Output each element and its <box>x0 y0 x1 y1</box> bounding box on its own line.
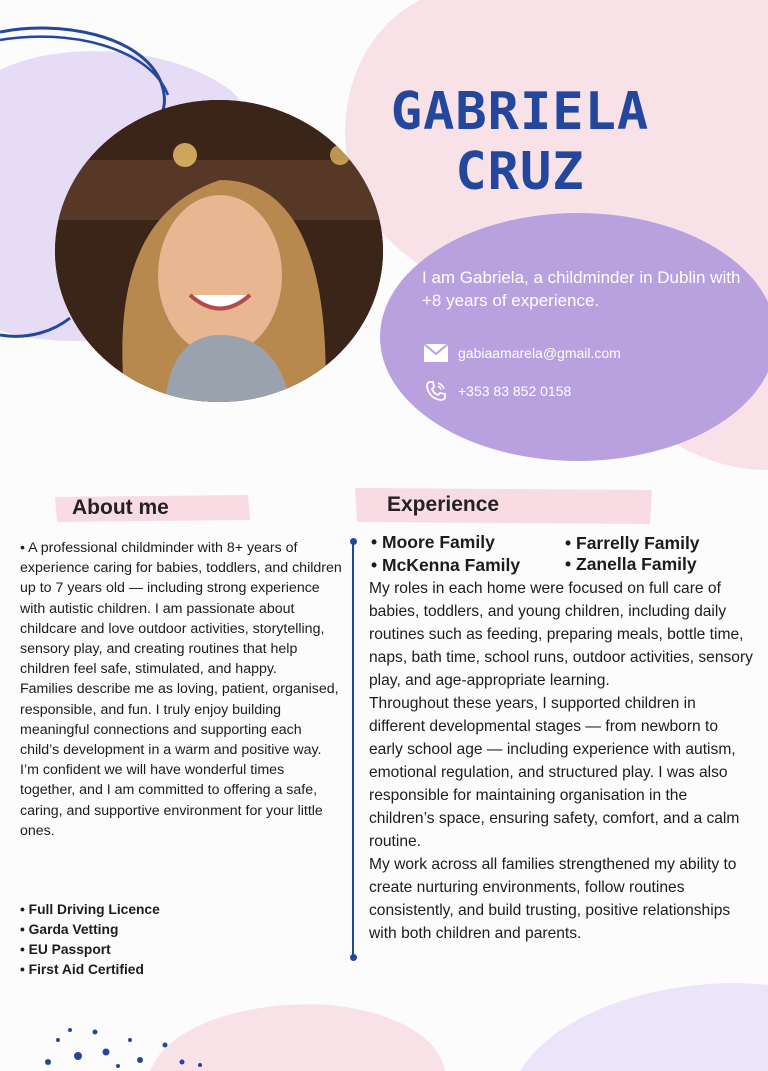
email-contact[interactable] <box>424 344 621 362</box>
family-item: • Farrelly Family <box>565 533 700 554</box>
timeline-end-dot <box>350 954 357 961</box>
credential-item: • First Aid Certified <box>20 960 160 980</box>
timeline-line <box>352 541 354 957</box>
experience-paragraph: My roles in each home were focused on full care of babies, toddlers, and young children, including daily routines such as feeding, preparing meals, bottle time, naps, bath time, school runs, outdoor activities, sensory play, and age-appropriate learning. <box>369 580 753 689</box>
about-paragraph: I’m confident we will have wonderful times together, and I am committed to offering a safe, caring, and supportive environment for your little ones. <box>20 762 323 839</box>
phone-icon <box>424 379 448 403</box>
about-paragraph: Families describe me as loving, patient, organised, responsible, and fun. I truly enjoy building meaningful connections and supporting each child’s development in a warm and positive way. <box>20 681 339 759</box>
contact-lavender-blob <box>380 213 768 461</box>
family-item: • Moore Family <box>371 532 495 553</box>
phone-text[interactable]: +353 83 852 0158 <box>458 383 572 399</box>
credential-item: • Garda Vetting <box>20 920 160 940</box>
credential-item: • Full Driving Licence <box>20 900 160 920</box>
credential-item: • EU Passport <box>20 940 160 960</box>
experience-paragraph: Throughout these years, I supported children in different developmental stages — from newborn to early school age — including experience with autism, emotional regulation, and structured play. I was also responsible for maintaining organisation in the children’s space, ensuring safety, comfort, and a calm routine. <box>369 695 740 850</box>
name-last: CRUZ <box>455 142 585 202</box>
experience-paragraph: My work across all families strengthened my ability to create nurturing environments, follow routines consistently, and build trusting, positive relationships with both children and parents. <box>369 856 737 942</box>
email-text[interactable]: gabiaamarela@gmail.com <box>458 345 621 361</box>
experience-heading: Experience <box>387 493 500 516</box>
about-body <box>20 538 342 841</box>
bottom-pink-blob <box>150 1004 445 1071</box>
profile-photo <box>55 100 383 402</box>
about-heading: About me <box>72 496 169 519</box>
bottom-right-lavender-blob <box>520 983 768 1071</box>
phone-contact[interactable] <box>424 379 571 403</box>
timeline-start-dot <box>350 538 357 545</box>
profile-photo-illustration <box>55 100 383 402</box>
about-paragraph: • A professional childminder with 8+ years of experience caring for babies, toddlers, and children up to 7 years old — including strong experience with autistic children. I am passionate about childcare and love outdoor activities, storytelling, sensory play, and creating routines that help children feel safe, stimulated, and happy. <box>20 540 342 678</box>
candidate-name <box>380 82 660 202</box>
family-item: • Zanella Family <box>565 554 697 575</box>
intro-text: I am Gabriela, a childminder in Dublin with +8 years of experience. <box>422 268 741 310</box>
name-first: GABRIELA <box>390 82 650 142</box>
experience-body <box>369 577 753 945</box>
credentials-list <box>20 900 160 980</box>
family-item: • McKenna Family <box>371 555 520 576</box>
envelope-icon <box>424 344 448 362</box>
